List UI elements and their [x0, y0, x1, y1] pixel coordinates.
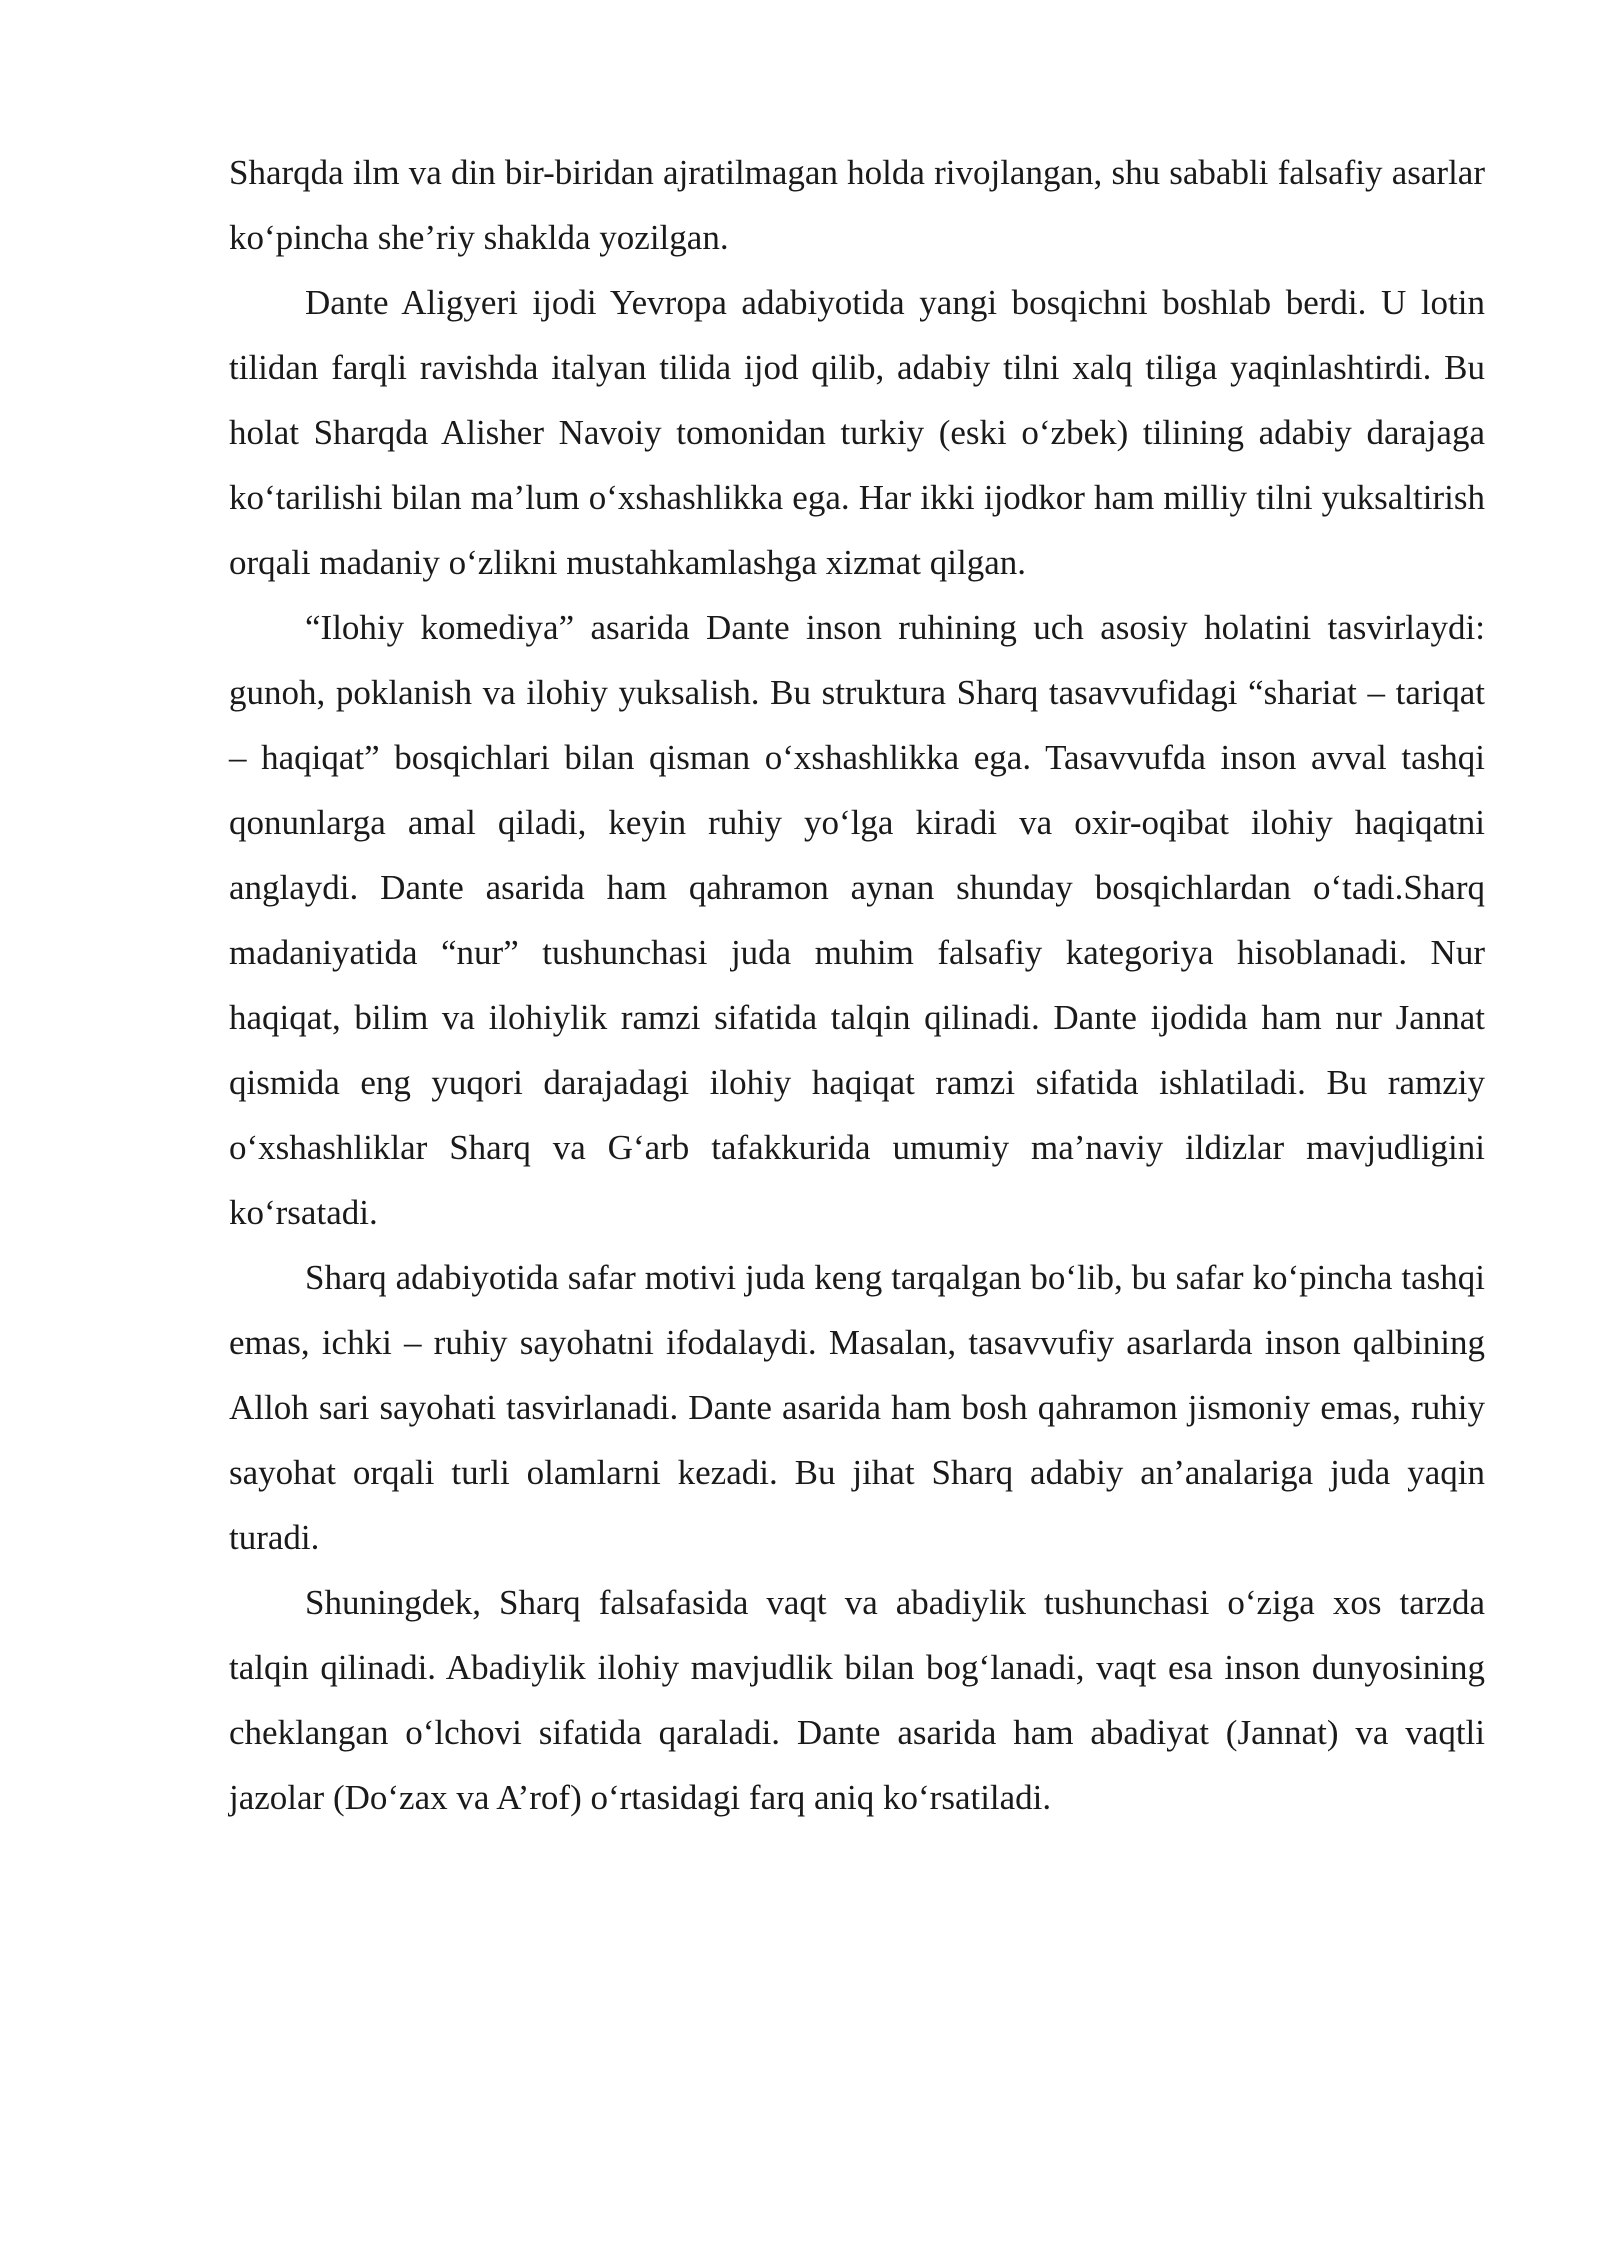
paragraph-2: Dante Aligyeri ijodi Yevropa adabiyotida yangi bosqichni boshlab berdi. U lotin tilidan farqli ravishda italyan tilida ijod qilib, adabiy tilni xalq tiliga yaqinlashtirdi. Bu holat Sharqda Alisher Navoiy tomonidan turkiy (eski o‘zbek) tilining adabiy darajaga ko‘tarilishi bilan ma’lum o‘xshashlikka ega. Har ikki ijodkor ham milliy tilni yuksaltirish orqali madaniy o‘zlikni mustahkamlashga xizmat qilgan. [229, 283, 1485, 582]
paragraph-1: Sharqda ilm va din bir-biridan ajratilmagan holda rivojlangan, shu sababli falsafiy asarlar ko‘pincha she’riy shaklda yozilgan. [229, 153, 1485, 257]
paragraph-5: Shuningdek, Sharq falsafasida vaqt va abadiylik tushunchasi o‘ziga xos tarzda talqin qilinadi. Abadiylik ilohiy mavjudlik bilan bog‘lanadi, vaqt esa inson dunyosining cheklangan o‘lchovi sifatida qaraladi. Dante asarida ham abadiyat (Jannat) va vaqtli jazolar (Do‘zax va A’rof) o‘rtasidagi farq aniq ko‘rsatiladi. [229, 1583, 1485, 1817]
paragraph-3: “Ilohiy komediya” asarida Dante inson ruhining uch asosiy holatini tasvirlaydi: gunoh, poklanish va ilohiy yuksalish. Bu struktura Sharq tasavvufidagi “shariat – tariqat – haqiqat” bosqichlari bilan qisman o‘xshashlikka ega. Tasavvufda inson avval tashqi qonunlarga amal qiladi, keyin ruhiy yo‘lga kiradi va oxir-oqibat ilohiy haqiqatni anglaydi. Dante asarida ham qahramon aynan shunday bosqichlardan o‘tadi.Sharq madaniyatida “nur” tushunchasi juda muhim falsafiy kategoriya hisoblanadi. Nur haqiqat, bilim va ilohiylik ramzi sifatida talqin qilinadi. Dante ijodida ham nur Jannat qismida eng yuqori darajadagi ilohiy haqiqat ramzi sifatida ishlatiladi. Bu ramziy o‘xshashliklar Sharq va G‘arb tafakkurida umumiy ma’naviy ildizlar mavjudligini ko‘rsatadi. [229, 608, 1485, 1232]
document-body [229, 140, 1485, 1830]
paragraph-4: Sharq adabiyotida safar motivi juda keng tarqalgan bo‘lib, bu safar ko‘pincha tashqi emas, ichki – ruhiy sayohatni ifodalaydi. Masalan, tasavvufiy asarlarda inson qalbining Alloh sari sayohati tasvirlanadi. Dante asarida ham bosh qahramon jismoniy emas, ruhiy sayohat orqali turli olamlarni kezadi. Bu jihat Sharq adabiy an’analariga juda yaqin turadi. [229, 1258, 1485, 1557]
